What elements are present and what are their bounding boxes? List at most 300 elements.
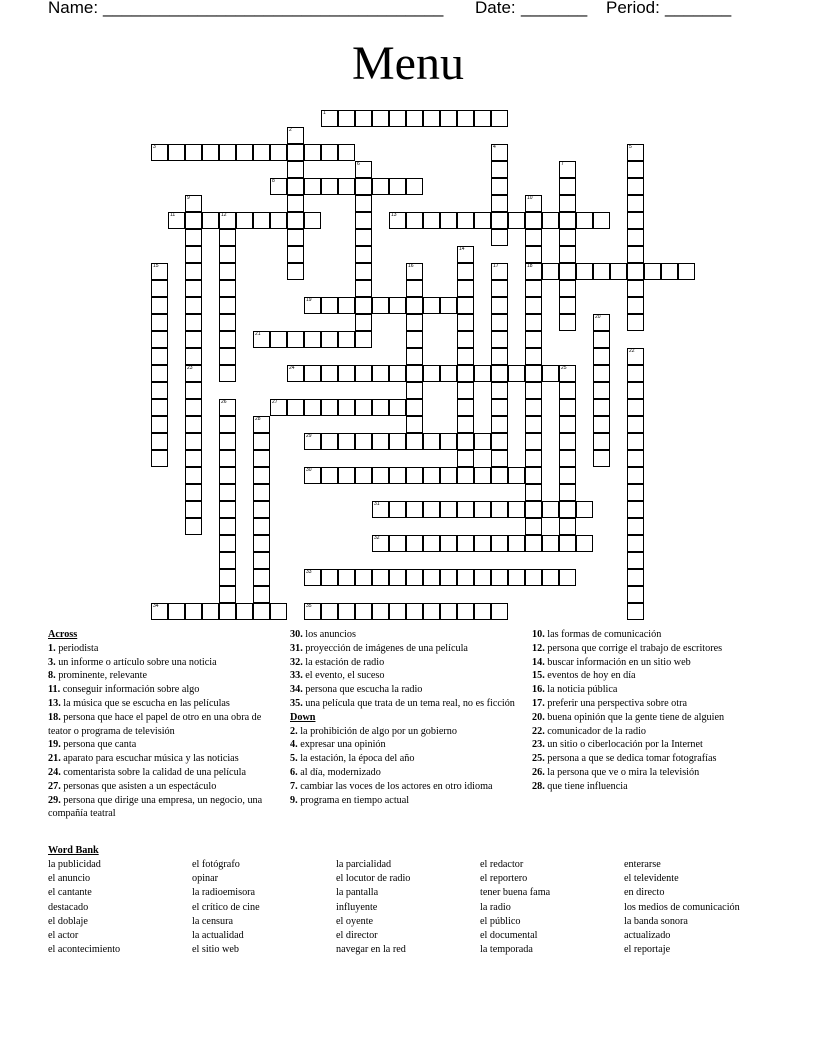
grid-cell[interactable] — [372, 178, 389, 195]
grid-cell[interactable] — [406, 382, 423, 399]
grid-cell[interactable] — [440, 297, 457, 314]
grid-cell[interactable] — [491, 331, 508, 348]
grid-cell[interactable] — [627, 144, 644, 161]
grid-cell[interactable] — [627, 178, 644, 195]
grid-cell[interactable] — [627, 280, 644, 297]
grid-cell[interactable] — [389, 433, 406, 450]
grid-cell[interactable] — [491, 501, 508, 518]
grid-cell[interactable] — [270, 144, 287, 161]
grid-cell[interactable] — [423, 501, 440, 518]
grid-cell[interactable] — [508, 569, 525, 586]
grid-cell[interactable] — [287, 246, 304, 263]
grid-cell[interactable] — [457, 246, 474, 263]
grid-cell[interactable] — [219, 450, 236, 467]
grid-cell[interactable] — [219, 586, 236, 603]
grid-cell[interactable] — [253, 535, 270, 552]
grid-cell[interactable] — [457, 382, 474, 399]
grid-cell[interactable] — [559, 365, 576, 382]
grid-cell[interactable] — [406, 416, 423, 433]
grid-cell[interactable] — [287, 229, 304, 246]
grid-cell[interactable] — [253, 484, 270, 501]
grid-cell[interactable] — [542, 365, 559, 382]
grid-cell[interactable] — [304, 331, 321, 348]
grid-cell[interactable] — [270, 212, 287, 229]
grid-cell[interactable] — [185, 263, 202, 280]
grid-cell[interactable] — [253, 212, 270, 229]
grid-cell[interactable] — [185, 603, 202, 620]
grid-cell[interactable] — [219, 314, 236, 331]
grid-cell[interactable] — [321, 433, 338, 450]
grid-cell[interactable] — [457, 212, 474, 229]
grid-cell[interactable] — [491, 212, 508, 229]
grid-cell[interactable] — [219, 348, 236, 365]
grid-cell[interactable] — [491, 263, 508, 280]
grid-cell[interactable] — [389, 212, 406, 229]
grid-cell[interactable] — [525, 263, 542, 280]
grid-cell[interactable] — [627, 297, 644, 314]
grid-cell[interactable] — [593, 212, 610, 229]
grid-cell[interactable] — [593, 382, 610, 399]
grid-cell[interactable] — [304, 569, 321, 586]
grid-cell[interactable] — [151, 382, 168, 399]
period-line[interactable]: _______ — [665, 0, 732, 17]
grid-cell[interactable] — [372, 399, 389, 416]
grid-cell[interactable] — [559, 314, 576, 331]
grid-cell[interactable] — [151, 331, 168, 348]
grid-cell[interactable] — [423, 569, 440, 586]
grid-cell[interactable] — [508, 212, 525, 229]
grid-cell[interactable] — [440, 433, 457, 450]
grid-cell[interactable] — [151, 365, 168, 382]
grid-cell[interactable] — [525, 212, 542, 229]
grid-cell[interactable] — [474, 603, 491, 620]
grid-cell[interactable] — [219, 399, 236, 416]
grid-cell[interactable] — [372, 501, 389, 518]
grid-cell[interactable] — [525, 518, 542, 535]
grid-cell[interactable] — [219, 552, 236, 569]
grid-cell[interactable] — [406, 212, 423, 229]
grid-cell[interactable] — [219, 144, 236, 161]
grid-cell[interactable] — [627, 552, 644, 569]
grid-cell[interactable] — [491, 110, 508, 127]
grid-cell[interactable] — [525, 229, 542, 246]
grid-cell[interactable] — [355, 603, 372, 620]
grid-cell[interactable] — [474, 110, 491, 127]
grid-cell[interactable] — [525, 450, 542, 467]
grid-cell[interactable] — [219, 518, 236, 535]
grid-cell[interactable] — [355, 399, 372, 416]
grid-cell[interactable] — [406, 501, 423, 518]
grid-cell[interactable] — [525, 348, 542, 365]
grid-cell[interactable] — [355, 195, 372, 212]
grid-cell[interactable] — [253, 586, 270, 603]
grid-cell[interactable] — [219, 416, 236, 433]
grid-cell[interactable] — [185, 195, 202, 212]
grid-cell[interactable] — [559, 246, 576, 263]
grid-cell[interactable] — [423, 212, 440, 229]
grid-cell[interactable] — [338, 467, 355, 484]
grid-cell[interactable] — [185, 518, 202, 535]
grid-cell[interactable] — [406, 467, 423, 484]
grid-cell[interactable] — [355, 229, 372, 246]
grid-cell[interactable] — [542, 263, 559, 280]
grid-cell[interactable] — [219, 365, 236, 382]
grid-cell[interactable] — [457, 467, 474, 484]
grid-cell[interactable] — [338, 110, 355, 127]
grid-cell[interactable] — [185, 365, 202, 382]
grid-cell[interactable] — [474, 467, 491, 484]
grid-cell[interactable] — [219, 433, 236, 450]
grid-cell[interactable] — [406, 280, 423, 297]
grid-cell[interactable] — [287, 161, 304, 178]
grid-cell[interactable] — [508, 365, 525, 382]
grid-cell[interactable] — [389, 501, 406, 518]
grid-cell[interactable] — [185, 348, 202, 365]
grid-cell[interactable] — [168, 212, 185, 229]
grid-cell[interactable] — [457, 535, 474, 552]
grid-cell[interactable] — [525, 399, 542, 416]
grid-cell[interactable] — [185, 467, 202, 484]
grid-cell[interactable] — [355, 365, 372, 382]
grid-cell[interactable] — [576, 263, 593, 280]
grid-cell[interactable] — [338, 297, 355, 314]
grid-cell[interactable] — [389, 569, 406, 586]
grid-cell[interactable] — [525, 569, 542, 586]
grid-cell[interactable] — [355, 569, 372, 586]
grid-cell[interactable] — [168, 603, 185, 620]
grid-cell[interactable] — [321, 178, 338, 195]
grid-cell[interactable] — [542, 501, 559, 518]
grid-cell[interactable] — [457, 433, 474, 450]
grid-cell[interactable] — [525, 365, 542, 382]
grid-cell[interactable] — [185, 280, 202, 297]
grid-cell[interactable] — [338, 365, 355, 382]
grid-cell[interactable] — [185, 144, 202, 161]
grid-cell[interactable] — [151, 433, 168, 450]
grid-cell[interactable] — [627, 518, 644, 535]
grid-cell[interactable] — [151, 603, 168, 620]
grid-cell[interactable] — [576, 535, 593, 552]
grid-cell[interactable] — [253, 144, 270, 161]
grid-cell[interactable] — [372, 603, 389, 620]
grid-cell[interactable] — [304, 467, 321, 484]
grid-cell[interactable] — [559, 518, 576, 535]
grid-cell[interactable] — [491, 416, 508, 433]
grid-cell[interactable] — [253, 569, 270, 586]
grid-cell[interactable] — [559, 433, 576, 450]
grid-cell[interactable] — [627, 586, 644, 603]
grid-cell[interactable] — [627, 365, 644, 382]
grid-cell[interactable] — [559, 161, 576, 178]
grid-cell[interactable] — [338, 569, 355, 586]
grid-cell[interactable] — [474, 212, 491, 229]
grid-cell[interactable] — [321, 467, 338, 484]
grid-cell[interactable] — [576, 501, 593, 518]
grid-cell[interactable] — [321, 365, 338, 382]
grid-cell[interactable] — [457, 416, 474, 433]
grid-cell[interactable] — [559, 382, 576, 399]
grid-cell[interactable] — [185, 399, 202, 416]
grid-cell[interactable] — [185, 246, 202, 263]
grid-cell[interactable] — [491, 297, 508, 314]
grid-cell[interactable] — [593, 348, 610, 365]
grid-cell[interactable] — [406, 348, 423, 365]
grid-cell[interactable] — [304, 399, 321, 416]
grid-cell[interactable] — [202, 603, 219, 620]
grid-cell[interactable] — [304, 603, 321, 620]
grid-cell[interactable] — [423, 297, 440, 314]
grid-cell[interactable] — [270, 399, 287, 416]
grid-cell[interactable] — [508, 501, 525, 518]
grid-cell[interactable] — [406, 263, 423, 280]
grid-cell[interactable] — [593, 263, 610, 280]
grid-cell[interactable] — [627, 212, 644, 229]
grid-cell[interactable] — [525, 535, 542, 552]
grid-cell[interactable] — [338, 433, 355, 450]
grid-cell[interactable] — [423, 433, 440, 450]
grid-cell[interactable] — [627, 501, 644, 518]
grid-cell[interactable] — [287, 195, 304, 212]
grid-cell[interactable] — [491, 399, 508, 416]
grid-cell[interactable] — [525, 501, 542, 518]
grid-cell[interactable] — [406, 365, 423, 382]
grid-cell[interactable] — [236, 212, 253, 229]
grid-cell[interactable] — [389, 603, 406, 620]
grid-cell[interactable] — [389, 467, 406, 484]
grid-cell[interactable] — [508, 535, 525, 552]
grid-cell[interactable] — [253, 450, 270, 467]
grid-cell[interactable] — [253, 433, 270, 450]
grid-cell[interactable] — [185, 382, 202, 399]
grid-cell[interactable] — [219, 263, 236, 280]
grid-cell[interactable] — [491, 433, 508, 450]
grid-cell[interactable] — [491, 535, 508, 552]
grid-cell[interactable] — [559, 212, 576, 229]
grid-cell[interactable] — [491, 467, 508, 484]
grid-cell[interactable] — [559, 297, 576, 314]
grid-cell[interactable] — [151, 297, 168, 314]
grid-cell[interactable] — [304, 433, 321, 450]
grid-cell[interactable] — [151, 450, 168, 467]
grid-cell[interactable] — [321, 144, 338, 161]
grid-cell[interactable] — [389, 365, 406, 382]
grid-cell[interactable] — [219, 535, 236, 552]
grid-cell[interactable] — [491, 603, 508, 620]
grid-cell[interactable] — [661, 263, 678, 280]
grid-cell[interactable] — [372, 110, 389, 127]
grid-cell[interactable] — [372, 433, 389, 450]
grid-cell[interactable] — [593, 365, 610, 382]
grid-cell[interactable] — [559, 263, 576, 280]
grid-cell[interactable] — [406, 331, 423, 348]
grid-cell[interactable] — [457, 450, 474, 467]
grid-cell[interactable] — [338, 399, 355, 416]
grid-cell[interactable] — [627, 263, 644, 280]
grid-cell[interactable] — [627, 229, 644, 246]
grid-cell[interactable] — [151, 348, 168, 365]
grid-cell[interactable] — [219, 331, 236, 348]
grid-cell[interactable] — [355, 263, 372, 280]
grid-cell[interactable] — [491, 161, 508, 178]
grid-cell[interactable] — [542, 212, 559, 229]
grid-cell[interactable] — [151, 144, 168, 161]
grid-cell[interactable] — [185, 229, 202, 246]
grid-cell[interactable] — [287, 263, 304, 280]
grid-cell[interactable] — [627, 314, 644, 331]
grid-cell[interactable] — [202, 144, 219, 161]
grid-cell[interactable] — [559, 501, 576, 518]
grid-cell[interactable] — [627, 399, 644, 416]
grid-cell[interactable] — [389, 297, 406, 314]
grid-cell[interactable] — [406, 603, 423, 620]
grid-cell[interactable] — [525, 280, 542, 297]
grid-cell[interactable] — [491, 314, 508, 331]
grid-cell[interactable] — [440, 603, 457, 620]
grid-cell[interactable] — [219, 229, 236, 246]
grid-cell[interactable] — [372, 569, 389, 586]
grid-cell[interactable] — [185, 484, 202, 501]
grid-cell[interactable] — [253, 603, 270, 620]
grid-cell[interactable] — [355, 433, 372, 450]
grid-cell[interactable] — [372, 365, 389, 382]
grid-cell[interactable] — [355, 280, 372, 297]
grid-cell[interactable] — [185, 416, 202, 433]
grid-cell[interactable] — [287, 365, 304, 382]
grid-cell[interactable] — [491, 450, 508, 467]
grid-cell[interactable] — [321, 603, 338, 620]
grid-cell[interactable] — [559, 195, 576, 212]
grid-cell[interactable] — [389, 178, 406, 195]
grid-cell[interactable] — [185, 331, 202, 348]
grid-cell[interactable] — [440, 110, 457, 127]
grid-cell[interactable] — [491, 229, 508, 246]
grid-cell[interactable] — [457, 603, 474, 620]
grid-cell[interactable] — [474, 535, 491, 552]
grid-cell[interactable] — [559, 399, 576, 416]
grid-cell[interactable] — [355, 297, 372, 314]
grid-cell[interactable] — [457, 569, 474, 586]
grid-cell[interactable] — [236, 603, 253, 620]
grid-cell[interactable] — [406, 399, 423, 416]
date-line[interactable]: _______ — [521, 0, 588, 17]
grid-cell[interactable] — [321, 399, 338, 416]
grid-cell[interactable] — [355, 110, 372, 127]
grid-cell[interactable] — [202, 212, 219, 229]
grid-cell[interactable] — [525, 433, 542, 450]
grid-cell[interactable] — [559, 178, 576, 195]
grid-cell[interactable] — [338, 144, 355, 161]
grid-cell[interactable] — [457, 263, 474, 280]
grid-cell[interactable] — [457, 314, 474, 331]
grid-cell[interactable] — [491, 365, 508, 382]
grid-cell[interactable] — [440, 365, 457, 382]
grid-cell[interactable] — [338, 331, 355, 348]
grid-cell[interactable] — [440, 535, 457, 552]
grid-cell[interactable] — [457, 297, 474, 314]
grid-cell[interactable] — [525, 195, 542, 212]
grid-cell[interactable] — [423, 110, 440, 127]
grid-cell[interactable] — [151, 280, 168, 297]
grid-cell[interactable] — [525, 297, 542, 314]
grid-cell[interactable] — [457, 348, 474, 365]
grid-cell[interactable] — [525, 246, 542, 263]
grid-cell[interactable] — [406, 535, 423, 552]
grid-cell[interactable] — [253, 416, 270, 433]
grid-cell[interactable] — [219, 246, 236, 263]
grid-cell[interactable] — [457, 501, 474, 518]
grid-cell[interactable] — [627, 246, 644, 263]
grid-cell[interactable] — [304, 365, 321, 382]
grid-cell[interactable] — [593, 450, 610, 467]
grid-cell[interactable] — [219, 569, 236, 586]
grid-cell[interactable] — [185, 450, 202, 467]
grid-cell[interactable] — [219, 484, 236, 501]
grid-cell[interactable] — [593, 314, 610, 331]
grid-cell[interactable] — [474, 569, 491, 586]
grid-cell[interactable] — [219, 603, 236, 620]
grid-cell[interactable] — [219, 280, 236, 297]
grid-cell[interactable] — [474, 501, 491, 518]
grid-cell[interactable] — [423, 603, 440, 620]
grid-cell[interactable] — [372, 467, 389, 484]
grid-cell[interactable] — [525, 416, 542, 433]
grid-cell[interactable] — [559, 467, 576, 484]
grid-cell[interactable] — [491, 569, 508, 586]
grid-cell[interactable] — [525, 484, 542, 501]
grid-cell[interactable] — [219, 212, 236, 229]
grid-cell[interactable] — [559, 280, 576, 297]
grid-cell[interactable] — [253, 518, 270, 535]
grid-cell[interactable] — [151, 416, 168, 433]
grid-cell[interactable] — [627, 416, 644, 433]
grid-cell[interactable] — [321, 569, 338, 586]
grid-cell[interactable] — [389, 535, 406, 552]
grid-cell[interactable] — [593, 399, 610, 416]
grid-cell[interactable] — [593, 433, 610, 450]
grid-cell[interactable] — [627, 484, 644, 501]
grid-cell[interactable] — [287, 144, 304, 161]
grid-cell[interactable] — [219, 467, 236, 484]
grid-cell[interactable] — [389, 399, 406, 416]
grid-cell[interactable] — [627, 535, 644, 552]
grid-cell[interactable] — [576, 212, 593, 229]
grid-cell[interactable] — [185, 433, 202, 450]
grid-cell[interactable] — [627, 348, 644, 365]
grid-cell[interactable] — [525, 314, 542, 331]
grid-cell[interactable] — [491, 382, 508, 399]
grid-cell[interactable] — [559, 535, 576, 552]
grid-cell[interactable] — [321, 331, 338, 348]
grid-cell[interactable] — [440, 467, 457, 484]
grid-cell[interactable] — [372, 297, 389, 314]
grid-cell[interactable] — [559, 450, 576, 467]
grid-cell[interactable] — [508, 467, 525, 484]
grid-cell[interactable] — [304, 297, 321, 314]
grid-cell[interactable] — [457, 110, 474, 127]
grid-cell[interactable] — [372, 535, 389, 552]
grid-cell[interactable] — [185, 212, 202, 229]
grid-cell[interactable] — [525, 382, 542, 399]
grid-cell[interactable] — [355, 331, 372, 348]
grid-cell[interactable] — [440, 569, 457, 586]
grid-cell[interactable] — [355, 212, 372, 229]
grid-cell[interactable] — [406, 110, 423, 127]
grid-cell[interactable] — [270, 178, 287, 195]
grid-cell[interactable] — [491, 195, 508, 212]
grid-cell[interactable] — [406, 297, 423, 314]
grid-cell[interactable] — [253, 501, 270, 518]
grid-cell[interactable] — [593, 331, 610, 348]
